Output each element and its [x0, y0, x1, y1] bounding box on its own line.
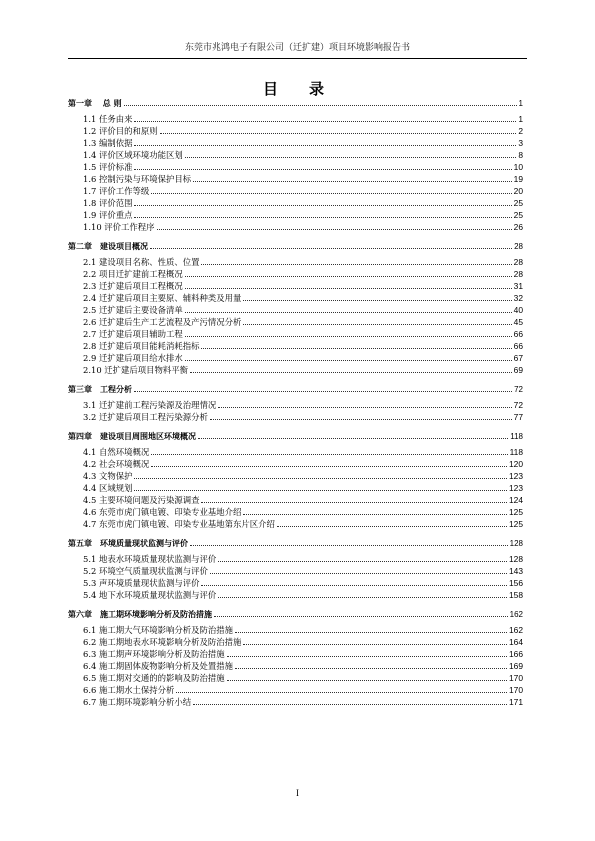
toc-entry-label: 第五章 环境质量现状监测与评价	[68, 538, 188, 548]
toc-entry-label: 4.7 东莞市虎门镇电镀、印染专业基地第东片区介绍	[83, 519, 275, 529]
toc-section-entry[interactable]	[68, 446, 523, 458]
dot-leader	[134, 145, 516, 146]
toc-section-entry[interactable]	[68, 494, 523, 506]
dot-leader	[185, 157, 517, 158]
toc-entry-label: 5.2 环境空气质量现状监测与评价	[83, 566, 208, 576]
dot-leader	[201, 585, 507, 586]
dot-leader	[150, 248, 512, 249]
toc-entry-page: 118	[510, 432, 523, 441]
toc-entry-label: 1.3 编制依据	[83, 138, 133, 148]
toc-entry-label: 2.6 迁扩建后生产工艺流程及产污情况分析	[83, 317, 242, 327]
toc-chapter-entry[interactable]	[68, 241, 523, 252]
toc-entry-page: 2	[518, 126, 523, 136]
toc-section-entry[interactable]	[68, 458, 523, 470]
dot-leader	[243, 300, 511, 301]
dot-leader	[185, 360, 512, 361]
toc-section-entry[interactable]	[68, 137, 523, 149]
dot-leader	[151, 454, 507, 455]
toc-entry-page: 170	[509, 673, 523, 683]
dot-leader	[134, 217, 511, 218]
toc-section-entry[interactable]	[68, 113, 523, 125]
toc-entry-label: 4.5 主要环境问题及污染源调查	[83, 495, 200, 505]
toc-entry-label: 6.4 施工期固体废物影响分析及处置措施	[83, 661, 233, 671]
toc-entry-label: 1.9 评价重点	[83, 210, 133, 220]
toc-section-entry[interactable]	[68, 221, 523, 233]
toc-entry-page: 69	[513, 365, 523, 375]
toc-entry-label: 2.5 迁扩建后主要设备清单	[83, 305, 183, 315]
toc-entry-page: 28	[514, 242, 523, 251]
dot-leader	[185, 312, 512, 313]
toc-section-entry[interactable]	[68, 636, 523, 648]
dot-leader	[134, 478, 507, 479]
dot-leader	[227, 680, 507, 681]
dot-leader	[210, 419, 512, 420]
toc-entry-label: 1.1 任务由来	[83, 114, 133, 124]
dot-leader	[218, 597, 507, 598]
toc-entry-label: 1.5 评价标准	[83, 162, 133, 172]
dot-leader	[190, 545, 508, 546]
toc-entry-page: 164	[509, 637, 523, 647]
dot-leader	[151, 466, 507, 467]
toc-entry-page: 123	[509, 471, 523, 481]
dot-leader	[243, 644, 507, 645]
dot-leader	[185, 276, 512, 277]
toc-entry-label: 1.10 评价工作程序	[83, 222, 155, 232]
toc-section-entry[interactable]	[68, 209, 523, 221]
toc-entry-label: 2.4 迁扩建后项目主要原、辅料种类及用量	[83, 293, 242, 303]
toc-entry-label: 5.3 声环境质量现状监测与评价	[83, 578, 200, 588]
toc-section-entry[interactable]	[68, 565, 523, 577]
toc-section-entry[interactable]	[68, 161, 523, 173]
toc-entry-page: 125	[509, 507, 523, 517]
toc-entry-label: 6.7 施工期环境影响分析小结	[83, 697, 192, 707]
toc-section-entry[interactable]	[68, 197, 523, 209]
dot-leader	[134, 391, 512, 392]
toc-entry-page: 32	[513, 293, 523, 303]
dot-leader	[160, 133, 517, 134]
table-of-contents	[68, 98, 523, 708]
dot-leader	[218, 407, 511, 408]
toc-entry-page: 67	[513, 353, 523, 363]
toc-entry-page: 20	[513, 186, 523, 196]
toc-entry-page: 72	[513, 400, 523, 410]
dot-leader	[190, 372, 512, 373]
toc-entry-label: 1.2 评价目的和原则	[83, 126, 158, 136]
toc-section-entry[interactable]	[68, 553, 523, 565]
toc-entry-page: 72	[514, 385, 523, 394]
dot-leader	[134, 169, 511, 170]
toc-chapter-entry[interactable]	[68, 609, 523, 620]
toc-entry-page: 19	[513, 174, 523, 184]
toc-entry-page: 125	[509, 519, 523, 529]
toc-section-entry[interactable]	[68, 696, 523, 708]
toc-entry-label: 1.6 控制污染与环境保护目标	[83, 174, 192, 184]
toc-title: 目 录	[262, 80, 332, 98]
toc-entry-label: 3.2 迁扩建后项目工程污染源分析	[83, 412, 208, 422]
dot-leader	[193, 181, 512, 182]
toc-section-entry[interactable]	[68, 648, 523, 660]
toc-entry-page: 25	[513, 198, 523, 208]
dot-leader	[210, 573, 507, 574]
dot-leader	[235, 668, 507, 669]
toc-section-entry[interactable]	[68, 506, 523, 518]
toc-entry-page: 166	[509, 649, 523, 659]
toc-entry-label: 4.4 区域规划	[83, 483, 133, 493]
dot-leader	[134, 490, 507, 491]
toc-section-entry[interactable]	[68, 589, 523, 601]
toc-entry-page: 123	[509, 483, 523, 493]
toc-entry-page: 8	[518, 150, 523, 160]
toc-entry-page: 25	[513, 210, 523, 220]
toc-entry-page: 128	[509, 554, 523, 564]
toc-entry-page: 1	[518, 99, 523, 108]
toc-entry-label: 4.6 东莞市虎门镇电镀、印染专业基地介绍	[83, 507, 242, 517]
toc-entry-page: 158	[509, 590, 523, 600]
toc-section-entry[interactable]	[68, 399, 523, 411]
toc-entry-label: 6.6 施工期水土保持分析	[83, 685, 175, 695]
toc-section-entry[interactable]	[68, 518, 523, 530]
toc-entry-label: 6.1 施工期大气环境影响分析及防治措施	[83, 625, 233, 635]
toc-entry-label: 4.1 自然环境概况	[83, 447, 150, 457]
dot-leader	[227, 656, 507, 657]
toc-entry-page: 1	[518, 114, 523, 124]
toc-entry-label: 2.10 迁扩建后项目物料平衡	[83, 365, 189, 375]
page-header: 东莞市兆鸿电子有限公司（迁扩建）项目环境影响报告书	[68, 40, 527, 59]
dot-leader	[214, 616, 508, 617]
dot-leader	[218, 561, 507, 562]
toc-entry-page: 26	[513, 222, 523, 232]
dot-leader	[235, 632, 507, 633]
toc-section-entry[interactable]	[68, 280, 523, 292]
dot-leader	[201, 264, 511, 265]
toc-entry-page: 28	[513, 257, 523, 267]
toc-entry-label: 1.8 评价范围	[83, 198, 133, 208]
toc-section-entry[interactable]	[68, 149, 523, 161]
toc-entry-page: 40	[513, 305, 523, 315]
toc-entry-label: 第二章 建设项目概况	[68, 241, 148, 251]
toc-entry-page: 31	[513, 281, 523, 291]
dot-leader	[176, 692, 507, 693]
toc-entry-label: 5.1 地表水环境质量现状监测与评价	[83, 554, 217, 564]
toc-entry-label: 2.1 建设项目名称、性质、位置	[83, 257, 200, 267]
toc-entry-label: 2.9 迁扩建后项目给水排水	[83, 353, 183, 363]
page-number: I	[296, 788, 299, 798]
dot-leader	[124, 105, 517, 106]
toc-entry-page: 118	[509, 447, 523, 457]
toc-section-entry[interactable]	[68, 672, 523, 684]
dot-leader	[201, 502, 507, 503]
toc-entry-page: 28	[513, 269, 523, 279]
toc-entry-page: 124	[509, 495, 523, 505]
toc-entry-page: 66	[513, 329, 523, 339]
toc-entry-page: 156	[509, 578, 523, 588]
dot-leader	[243, 324, 511, 325]
toc-entry-page: 45	[513, 317, 523, 327]
toc-section-entry[interactable]	[68, 304, 523, 316]
toc-section-entry[interactable]	[68, 660, 523, 672]
toc-section-entry[interactable]	[68, 482, 523, 494]
toc-entry-label: 3.1 迁扩建前工程污染源及治理情况	[83, 400, 217, 410]
toc-entry-label: 4.2 社会环境概况	[83, 459, 150, 469]
toc-entry-label: 2.2 项目迁扩建前工程概况	[83, 269, 183, 279]
toc-section-entry[interactable]	[68, 292, 523, 304]
toc-section-entry[interactable]	[68, 185, 523, 197]
toc-section-entry[interactable]	[68, 268, 523, 280]
toc-section-entry[interactable]	[68, 364, 523, 376]
toc-entry-label: 第四章 建设项目周围地区环境概况	[68, 431, 196, 441]
toc-entry-label: 6.2 施工期地表水环境影响分析及防治措施	[83, 637, 242, 647]
toc-entry-label: 2.8 迁扩建后项目能耗消耗指标	[83, 341, 200, 351]
toc-entry-label: 6.3 施工期声环境影响分析及防治措施	[83, 649, 225, 659]
toc-entry-page: 10	[513, 162, 523, 172]
toc-section-entry[interactable]	[68, 125, 523, 137]
toc-entry-label: 1.4 评价区域环境功能区划	[83, 150, 183, 160]
toc-section-entry[interactable]	[68, 256, 523, 268]
toc-section-entry[interactable]	[68, 470, 523, 482]
dot-leader	[185, 288, 512, 289]
toc-entry-label: 第三章 工程分析	[68, 384, 132, 394]
dot-leader	[151, 193, 511, 194]
toc-section-entry[interactable]	[68, 411, 523, 423]
toc-section-entry[interactable]	[68, 340, 523, 352]
dot-leader	[134, 205, 511, 206]
toc-entry-page: 162	[509, 625, 523, 635]
toc-entry-label: 2.7 迁扩建后项目辅助工程	[83, 329, 183, 339]
toc-entry-page: 128	[509, 539, 523, 548]
toc-chapter-entry[interactable]	[68, 98, 523, 109]
toc-entry-page: 169	[509, 661, 523, 671]
toc-section-entry[interactable]	[68, 328, 523, 340]
toc-entry-label: 5.4 地下水环境质量现状监测与评价	[83, 590, 217, 600]
toc-entry-label: 第一章 总 则	[68, 98, 122, 108]
dot-leader	[201, 348, 511, 349]
toc-entry-page: 171	[509, 697, 523, 707]
toc-entry-page: 66	[513, 341, 523, 351]
toc-chapter-entry[interactable]	[68, 431, 523, 442]
toc-entry-page: 143	[509, 566, 523, 576]
toc-section-entry[interactable]	[68, 352, 523, 364]
toc-entry-label: 第六章 施工期环境影响分析及防治措施	[68, 609, 212, 619]
dot-leader	[185, 336, 512, 337]
toc-section-entry[interactable]	[68, 684, 523, 696]
dot-leader	[193, 704, 507, 705]
toc-entry-page: 162	[509, 610, 523, 619]
dot-leader	[134, 121, 516, 122]
dot-leader	[243, 514, 507, 515]
toc-entry-page: 3	[518, 138, 523, 148]
toc-section-entry[interactable]	[68, 624, 523, 636]
toc-entry-label: 1.7 评价工作等级	[83, 186, 150, 196]
toc-chapter-entry[interactable]	[68, 384, 523, 395]
toc-entry-label: 2.3 迁扩建后项目工程概况	[83, 281, 183, 291]
toc-section-entry[interactable]	[68, 577, 523, 589]
toc-entry-page: 120	[509, 459, 523, 469]
toc-chapter-entry[interactable]	[68, 538, 523, 549]
dot-leader	[277, 526, 507, 527]
dot-leader	[198, 438, 508, 439]
toc-entry-page: 77	[513, 412, 523, 422]
toc-section-entry[interactable]	[68, 173, 523, 185]
toc-entry-label: 4.3 文物保护	[83, 471, 133, 481]
toc-entry-page: 170	[509, 685, 523, 695]
toc-entry-label: 6.5 施工期对交通的的影响及防治措施	[83, 673, 225, 683]
dot-leader	[157, 229, 512, 230]
toc-section-entry[interactable]	[68, 316, 523, 328]
